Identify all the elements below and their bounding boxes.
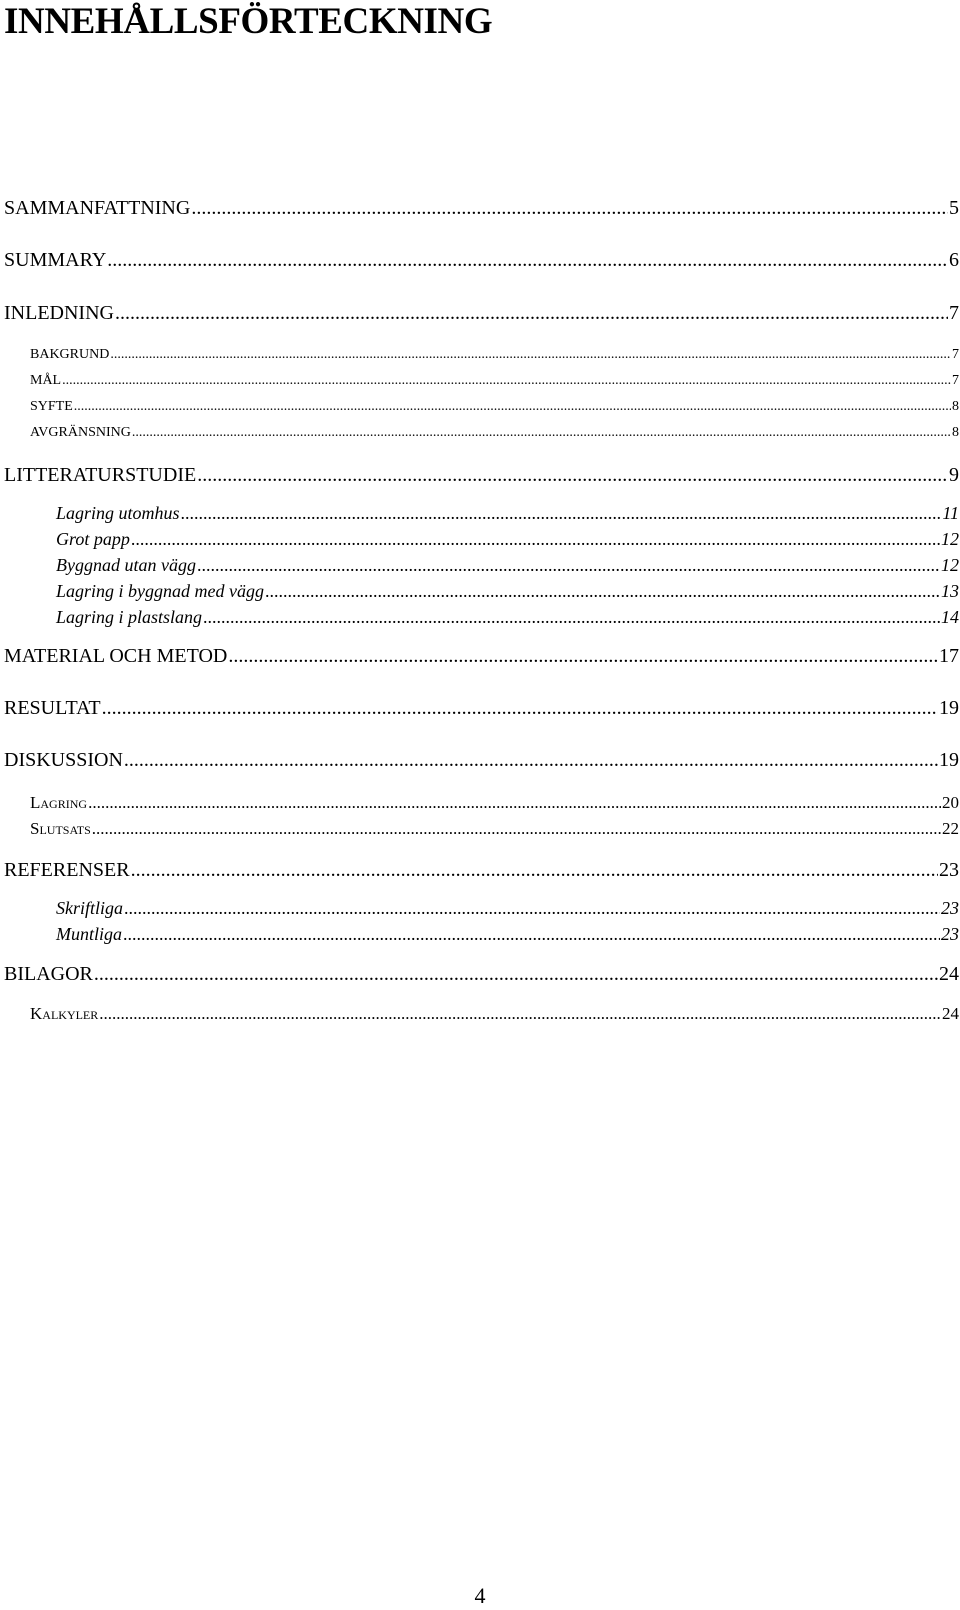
dot-leader	[131, 528, 940, 550]
toc-entry-grot-papp[interactable]	[56, 528, 959, 550]
toc-entry-page: 7	[949, 302, 959, 324]
toc-entry-page: 12	[941, 555, 959, 575]
toc-entry-label: INLEDNING	[4, 302, 114, 324]
dot-leader	[181, 502, 942, 524]
toc-entry-label: Lagring i plastslang	[56, 607, 203, 627]
toc-entry-kalkyler[interactable]	[30, 1004, 959, 1024]
dot-leader	[197, 554, 940, 576]
toc-entry-label: Byggnad utan vägg	[56, 555, 196, 575]
toc-entry-page: 23	[941, 924, 959, 944]
toc-entry-page: 7	[952, 347, 959, 362]
toc-entry-label: Kalkyler	[30, 1004, 99, 1023]
toc-entry-lagring-i-byggnad-med-vagg[interactable]	[56, 580, 959, 602]
toc-entry-page: 12	[941, 529, 959, 549]
toc-entry-label: SYFTE	[30, 399, 73, 414]
toc-entry-mal[interactable]	[30, 372, 959, 389]
toc-entry-lagring-i-plastslang[interactable]	[56, 606, 959, 628]
toc-entry-label: RESULTAT	[4, 697, 101, 719]
dot-leader	[124, 897, 940, 919]
toc-entry-bilagor[interactable]	[4, 962, 959, 986]
toc-entry-skriftliga[interactable]	[56, 897, 959, 919]
toc-entry-page: 7	[952, 373, 959, 388]
toc-entry-page: 6	[949, 249, 959, 271]
dot-leader	[265, 580, 940, 602]
dot-leader	[123, 923, 940, 945]
toc-entry-page: 5	[949, 197, 959, 219]
toc-entry-material-och-metod[interactable]	[4, 644, 959, 668]
dot-leader	[88, 793, 941, 813]
toc-entry-page: 23	[941, 898, 959, 918]
toc-entry-label: REFERENSER	[4, 859, 130, 881]
toc-entry-label: MATERIAL OCH METOD	[4, 645, 228, 667]
toc-entry-label: SUMMARY	[4, 249, 107, 271]
toc-entry-byggnad-utan-vagg[interactable]	[56, 554, 959, 576]
toc-entry-label: AVGRÄNSNING	[30, 425, 131, 440]
toc-entry-lagring-utomhus[interactable]	[56, 502, 959, 524]
page-title: INNEHÅLLSFÖRTECKNING	[4, 1, 493, 42]
toc-entry-page: 13	[941, 581, 959, 601]
dot-leader	[110, 346, 951, 363]
dot-leader	[132, 424, 951, 441]
dot-leader	[62, 372, 951, 389]
toc-entry-page: 14	[941, 607, 959, 627]
toc-entry-label: DISKUSSION	[4, 749, 123, 771]
dot-leader	[197, 463, 948, 487]
toc-entry-page: 11	[942, 503, 959, 523]
toc-entry-label: Lagring	[30, 793, 88, 812]
dot-leader	[99, 1004, 941, 1024]
toc-entry-summary[interactable]	[4, 248, 959, 272]
dot-leader	[74, 398, 951, 415]
toc-entry-page: 23	[939, 859, 959, 881]
toc-entry-avgransning[interactable]	[30, 424, 959, 441]
toc-entry-label: Grot papp	[56, 529, 130, 549]
dot-leader	[131, 858, 938, 882]
toc-entry-label: Lagring utomhus	[56, 503, 180, 523]
toc-entry-sammanfattning[interactable]	[4, 196, 959, 220]
toc-entry-page: 24	[942, 1004, 959, 1023]
toc-entry-page: 9	[949, 464, 959, 486]
toc-entry-muntliga[interactable]	[56, 923, 959, 945]
toc-entry-label: Muntliga	[56, 924, 122, 944]
toc-entry-label: MÅL	[30, 373, 62, 388]
toc-entry-inledning[interactable]	[4, 301, 959, 325]
dot-leader	[94, 962, 938, 986]
toc-entry-lagring[interactable]	[30, 793, 959, 813]
dot-leader	[107, 248, 948, 272]
dot-leader	[115, 301, 948, 325]
dot-leader	[92, 819, 941, 839]
dot-leader	[203, 606, 940, 628]
dot-leader	[228, 644, 938, 668]
toc-entry-bakgrund[interactable]	[30, 346, 959, 363]
toc-entry-label: Skriftliga	[56, 898, 123, 918]
dot-leader	[191, 196, 948, 220]
toc-entry-label: SAMMANFATTNING	[4, 197, 191, 219]
toc-entry-page: 8	[952, 399, 959, 414]
toc-entry-page: 22	[942, 819, 959, 838]
toc-entry-litteraturstudie[interactable]	[4, 463, 959, 487]
toc-entry-page: 17	[939, 645, 959, 667]
toc-entry-diskussion[interactable]	[4, 748, 959, 772]
toc-entry-page: 8	[952, 425, 959, 440]
dot-leader	[124, 748, 938, 772]
toc-entry-label: LITTERATURSTUDIE	[4, 464, 197, 486]
toc-entry-page: 19	[939, 749, 959, 771]
toc-entry-label: Lagring i byggnad med vägg	[56, 581, 264, 601]
toc-entry-referenser[interactable]	[4, 858, 959, 882]
toc-entry-page: 19	[939, 697, 959, 719]
toc-entry-label: BILAGOR	[4, 963, 93, 985]
toc-entry-resultat[interactable]	[4, 696, 959, 720]
toc-entry-slutsats[interactable]	[30, 819, 959, 839]
toc-entry-page: 20	[942, 793, 959, 812]
page-number: 4	[474, 1583, 486, 1608]
toc-entry-page: 24	[939, 963, 959, 985]
toc-entry-syfte[interactable]	[30, 398, 959, 415]
toc-entry-label: Slutsats	[30, 819, 91, 838]
dot-leader	[102, 696, 938, 720]
toc-entry-label: BAKGRUND	[30, 347, 110, 362]
